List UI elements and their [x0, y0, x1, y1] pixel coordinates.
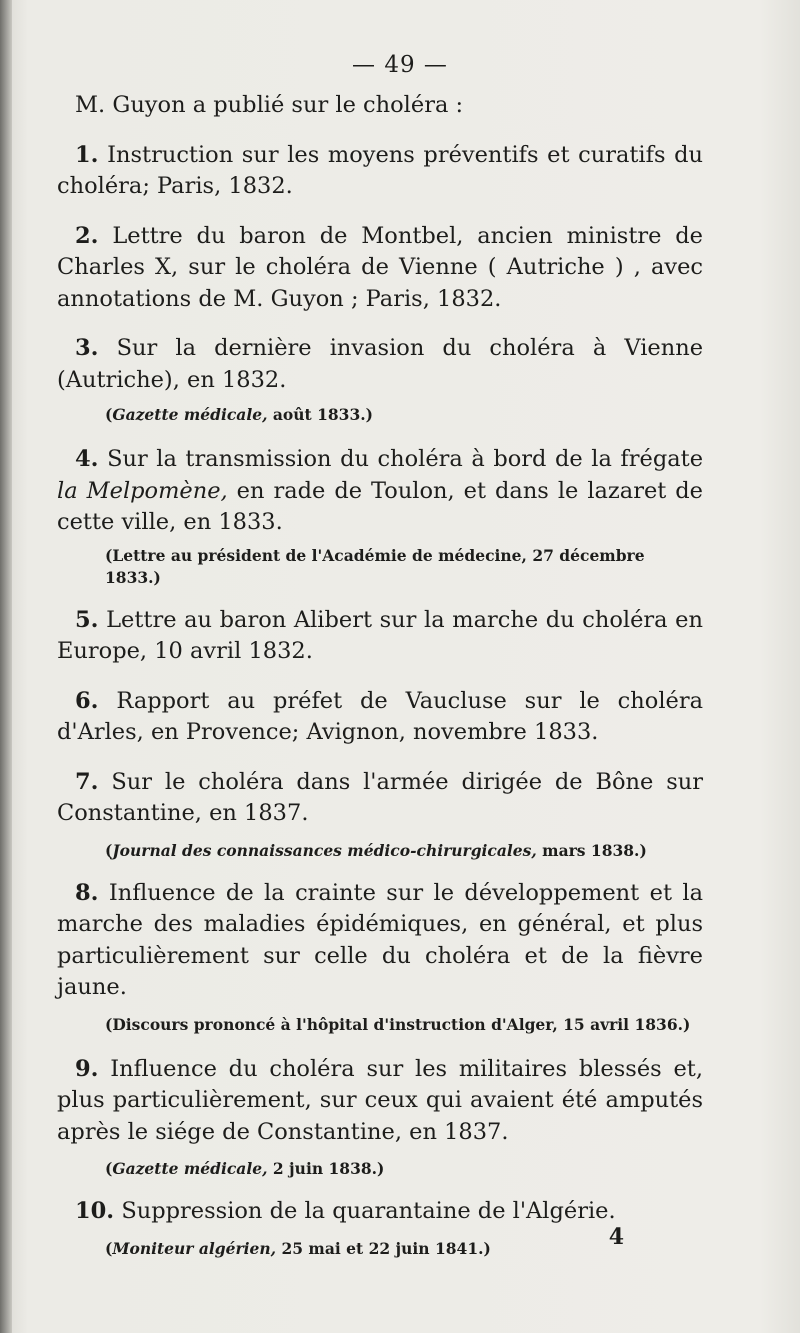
source-citation-8: (Discours prononcé à l'hôpital d'instruction d'Alger, 15 avril 1836.) — [105, 1014, 691, 1034]
list-item-9: 9. Influence du choléra sur les militaires blessés et, plus particulièrement, sur ceux qui avaient été amputés après le siége de Constantine, en 1837. — [57, 1055, 703, 1145]
intro-line: M. Guyon a publié sur le choléra : — [75, 92, 464, 118]
list-item-4: 4. Sur la transmission du choléra à bord de la frégate la Melpomène, en rade de Toulon, et dans le lazaret de cette ville, en 1833. — [57, 446, 704, 535]
list-item-2: 2. Lettre du baron de Montbel, ancien ministre de Charles X, sur le choléra de Vienne ( Autriche ) , avec annotations de M. Guyon ; Paris, 1832. — [57, 222, 703, 312]
source-citation-7: (Journal des connaissances médico-chirurgicales, mars 1838.) — [105, 840, 647, 860]
list-item-8: 8. Influence de la crainte sur le développement et la marche des maladies épidémiques, en général, et plus particulièrement sur celle du choléra et de la fièvre jaune. — [57, 879, 704, 1000]
source-citation-9: (Gazette médicale, 2 juin 1838.) — [105, 1159, 385, 1178]
source-citation-10: (Moniteur algérien, 25 mai et 22 juin 1841.) — [105, 1238, 491, 1258]
signature-mark: 4 — [608, 1224, 624, 1250]
page-number: — 49 — — [352, 52, 448, 78]
list-item-7: 7. Sur le choléra dans l'armée dirigée de Bône sur Constantine, en 1837. — [57, 768, 703, 826]
list-item-6: 6. Rapport au préfet de Vaucluse sur le choléra d'Arles, en Provence; Avignon, novembre 1833. — [57, 687, 703, 745]
source-citation-4: (Lettre au président de l'Académie de médecine, 27 décembre 1833.) — [105, 545, 645, 587]
list-item-1: 1. Instruction sur les moyens préventifs et curatifs du choléra; Paris, 1832. — [57, 141, 703, 199]
source-citation-3: (Gazette médicale, août 1833.) — [105, 405, 373, 424]
list-item-3: 3. Sur la dernière invasion du choléra à Vienne (Autriche), en 1832. — [57, 335, 704, 393]
list-item-10: 10. Suppression de la quarantaine de l'Algérie. — [75, 1198, 616, 1224]
page-edge-shadow — [0, 0, 12, 1333]
list-item-5: 5. Lettre au baron Alibert sur la marche du choléra en Europe, 10 avril 1832. — [57, 606, 703, 664]
page-body — [57, 86, 703, 1260]
